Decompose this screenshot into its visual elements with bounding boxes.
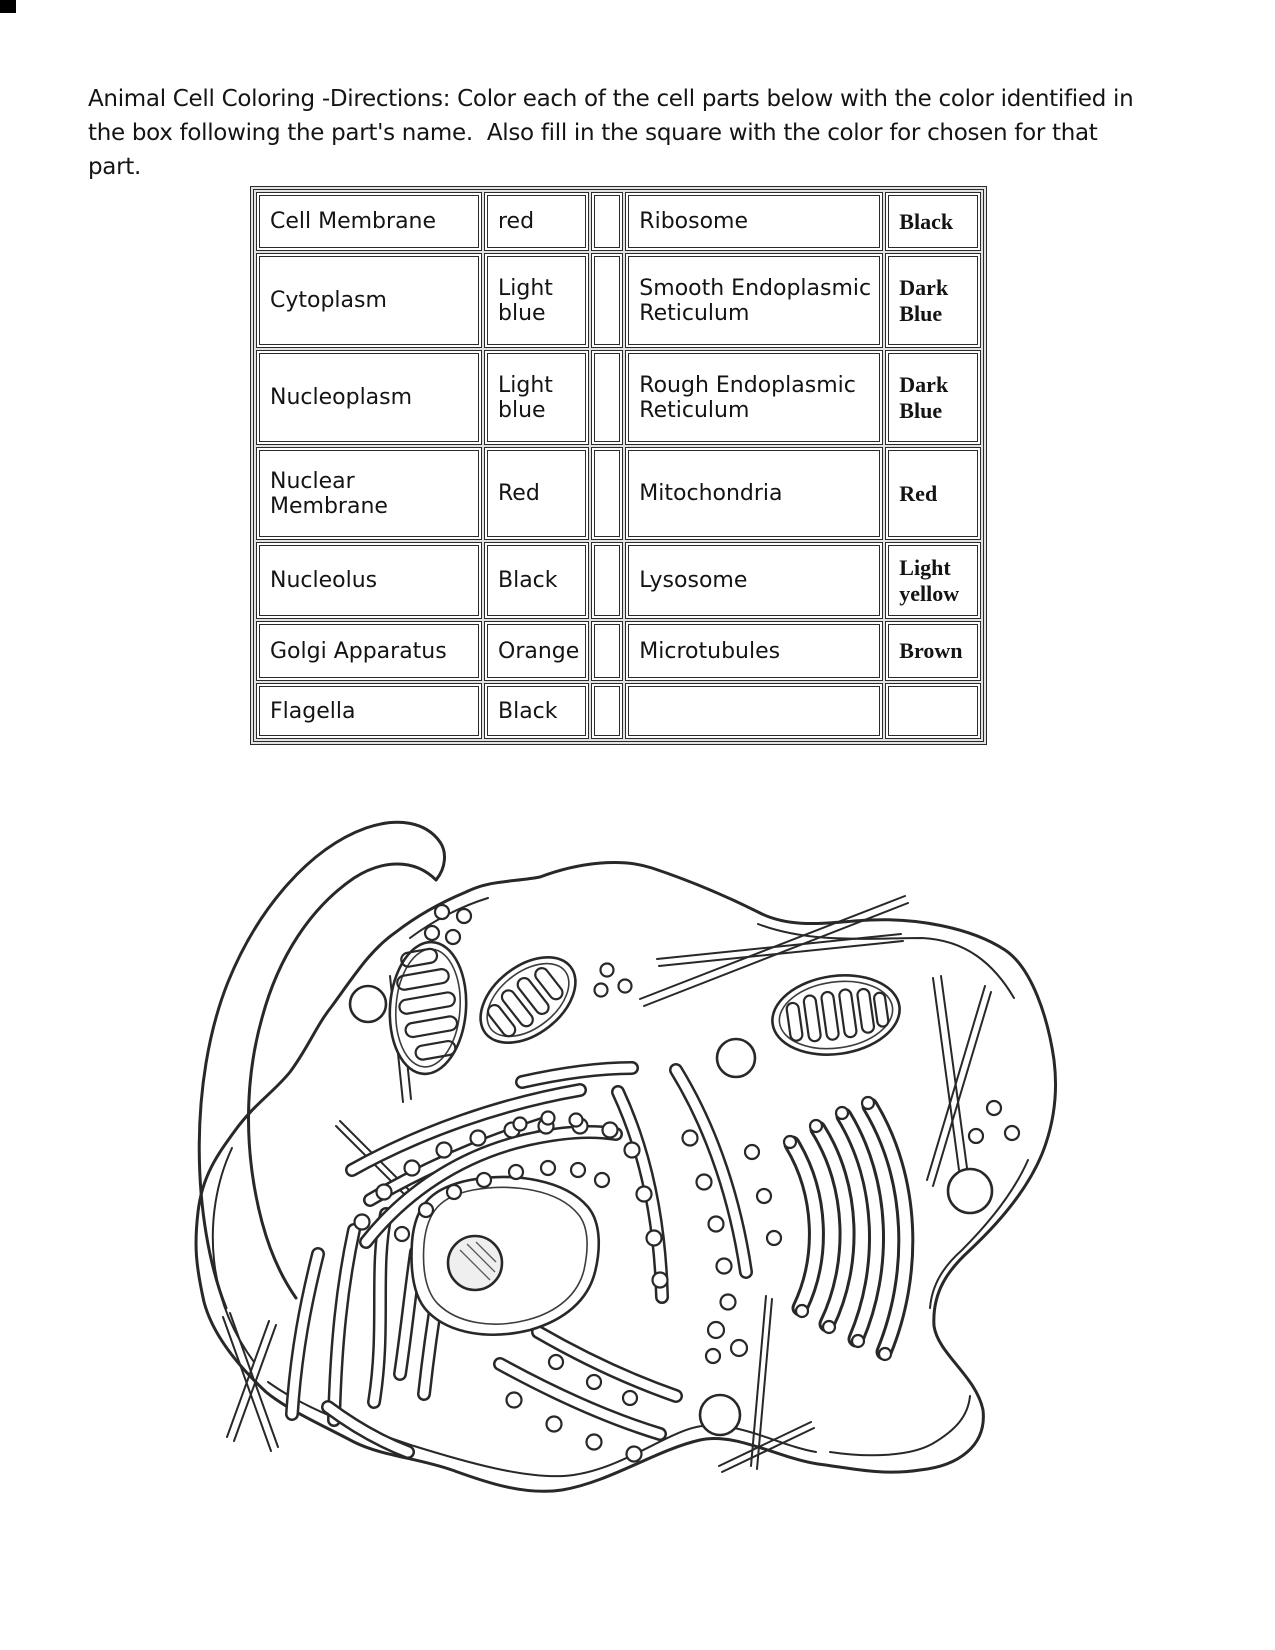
table-row xyxy=(256,253,981,348)
color-fill-square xyxy=(591,542,623,619)
color-word-cell: red xyxy=(484,192,589,251)
animal-cell-diagram xyxy=(170,752,1080,1512)
nuclear-membrane xyxy=(412,1177,599,1335)
color-word-cell: Light blue xyxy=(484,350,589,445)
table-row xyxy=(256,542,981,619)
mitochondrion xyxy=(382,939,471,1076)
color-word-cell: Black xyxy=(885,192,981,251)
cell-diagram-svg xyxy=(170,752,1080,1512)
color-word-cell: Black xyxy=(484,542,589,619)
part-name-cell: Mitochondria xyxy=(625,447,883,540)
color-word-cell: Brown xyxy=(885,621,981,681)
color-word-cell: Red xyxy=(484,447,589,540)
table-row xyxy=(256,350,981,445)
color-fill-square xyxy=(591,621,623,681)
part-name-cell: Rough Endoplasmic Reticulum xyxy=(625,350,883,445)
table-row xyxy=(256,192,981,251)
part-name-cell: Smooth Endoplasmic Reticulum xyxy=(625,253,883,348)
part-name-cell: Nuclear Membrane xyxy=(256,447,482,540)
part-name-cell: Flagella xyxy=(256,683,482,739)
table-row xyxy=(256,683,981,739)
color-word-cell xyxy=(885,683,981,739)
color-word-cell: Dark Blue xyxy=(885,253,981,348)
scan-artifact xyxy=(0,0,16,13)
color-fill-square xyxy=(591,447,623,540)
mitochondrion xyxy=(465,940,592,1060)
part-name-cell: Microtubules xyxy=(625,621,883,681)
cell-parts-color-table xyxy=(250,186,987,745)
part-name-cell xyxy=(625,683,883,739)
part-name-cell: Ribosome xyxy=(625,192,883,251)
color-word-cell: Black xyxy=(484,683,589,739)
part-name-cell: Golgi Apparatus xyxy=(256,621,482,681)
golgi-apparatus xyxy=(784,1097,906,1360)
color-fill-square xyxy=(591,192,623,251)
color-word-cell: Dark Blue xyxy=(885,350,981,445)
color-word-cell: Light blue xyxy=(484,253,589,348)
mitochondrion xyxy=(767,967,905,1062)
color-fill-square xyxy=(591,683,623,739)
part-name-cell: Lysosome xyxy=(625,542,883,619)
table-row xyxy=(256,447,981,540)
directions-text: Animal Cell Coloring -Directions: Color each of the cell parts below with the color identified in the box following the part's name. Also fill in the square with the color for chosen for that part. xyxy=(88,86,1141,180)
color-fill-square xyxy=(591,350,623,445)
part-name-cell: Cytoplasm xyxy=(256,253,482,348)
vesicles xyxy=(706,1322,747,1363)
color-word-cell: Orange xyxy=(484,621,589,681)
part-name-cell: Nucleolus xyxy=(256,542,482,619)
color-word-cell: Red xyxy=(885,447,981,540)
table-row xyxy=(256,621,981,681)
color-word-cell: Light yellow xyxy=(885,542,981,619)
part-name-cell: Nucleoplasm xyxy=(256,350,482,445)
color-fill-square xyxy=(591,253,623,348)
nucleus xyxy=(412,1177,599,1335)
part-name-cell: Cell Membrane xyxy=(256,192,482,251)
nucleolus xyxy=(448,1236,502,1290)
